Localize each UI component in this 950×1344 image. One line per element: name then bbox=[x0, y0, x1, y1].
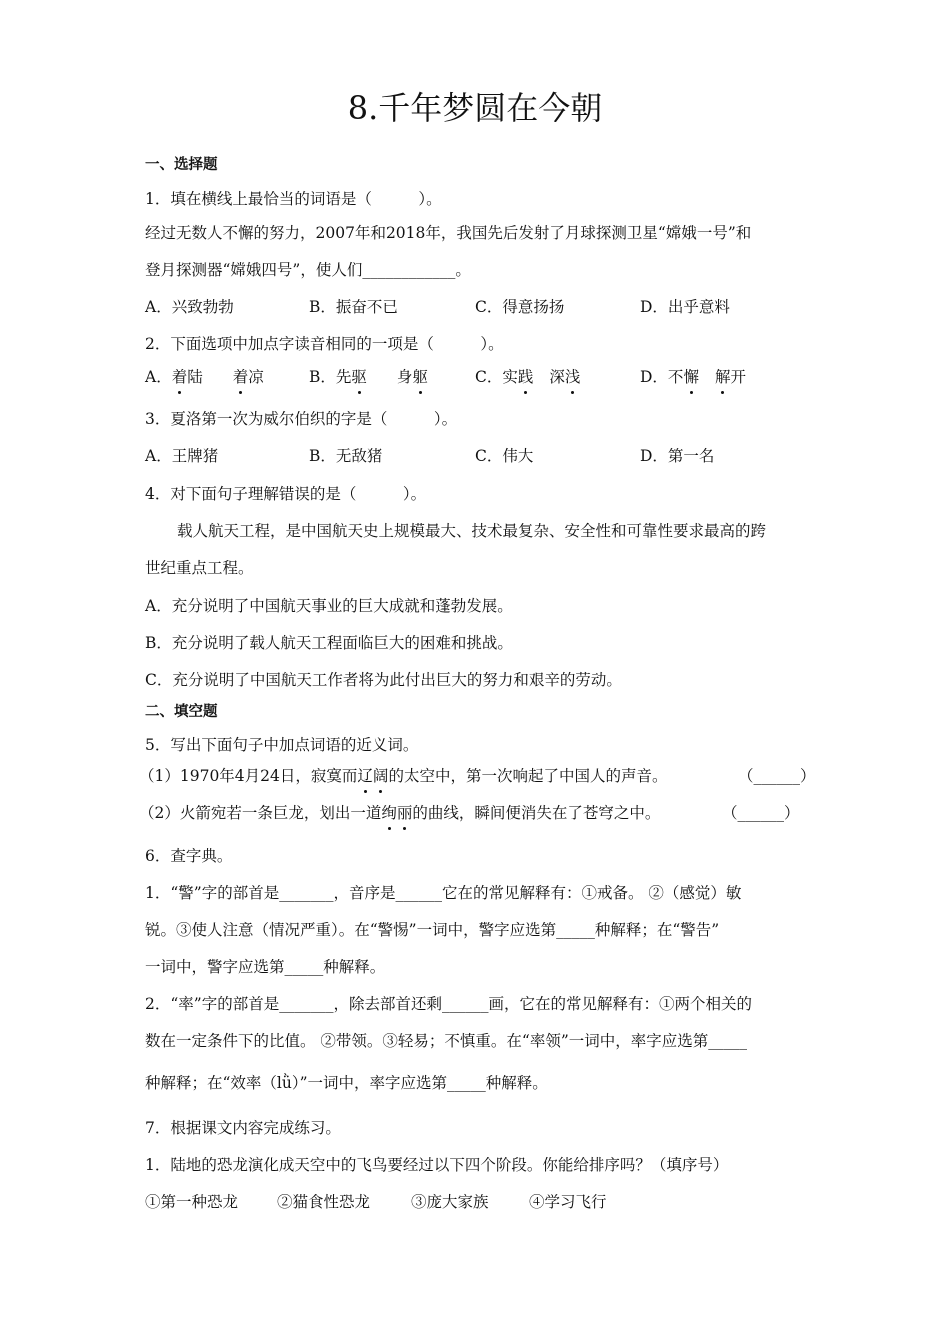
q1-text-line1: 经过无数人不懈的努力，2007年和2018年，我国先后发射了月球探测卫星“嫦娥一号”和 bbox=[145, 224, 752, 242]
q1-option-b[interactable]: B．振奋不已 bbox=[309, 298, 398, 316]
dotted-char: 绚 bbox=[381, 804, 397, 822]
section-heading-choice: 一、选择题 bbox=[145, 157, 218, 173]
option-label: C．实 bbox=[475, 368, 518, 386]
q6-part2-line2: 数在一定条件下的比值。 ②带领。③轻易；不慎重。在“率领”一词中，率字应选第_____ bbox=[145, 1032, 748, 1050]
char: 深 bbox=[549, 368, 565, 386]
q5-answer-blank-1[interactable]: （______） bbox=[738, 767, 816, 785]
q7-stage-1: ①第一种恐龙 bbox=[145, 1193, 239, 1211]
q5-answer-blank-2[interactable]: （______） bbox=[722, 804, 800, 822]
option-label: A． bbox=[145, 368, 172, 386]
char: 凉 bbox=[248, 368, 264, 386]
q6-part2-line3: 种解释；在“效率（lǜ）”一词中，率字应选第_____种解释。 bbox=[145, 1074, 548, 1092]
q4-option-c[interactable]: C．充分说明了中国航天工作者将为此付出巨大的努力和艰辛的劳动。 bbox=[145, 671, 622, 689]
section-heading-fill: 二、填空题 bbox=[145, 704, 218, 720]
q2-option-b[interactable] bbox=[309, 366, 428, 388]
dotted-char: 阔 bbox=[372, 767, 389, 785]
dotted-char: 解 bbox=[714, 368, 731, 386]
q2-option-c[interactable] bbox=[475, 366, 580, 388]
q4-option-b[interactable]: B．充分说明了载人航天工程面临巨大的困难和挑战。 bbox=[145, 634, 513, 652]
text: 的曲线，瞬间便消失在了苍穹之中。 bbox=[412, 804, 661, 822]
q6-part1-line1: 1．“警”字的部首是_______，音序是______它在的常见解释有：①戒备。 ②（感觉）敏 bbox=[145, 884, 742, 902]
text: （2）火箭宛若一条巨龙，划出一道 bbox=[139, 804, 382, 822]
q1-options bbox=[145, 296, 845, 318]
q5-stem: 5．写出下面句子中加点词语的近义词。 bbox=[145, 736, 419, 754]
q2-stem: 2．下面选项中加点字读音相同的一项是（ ）。 bbox=[145, 335, 504, 353]
q7-stem: 7．根据课文内容完成练习。 bbox=[145, 1119, 341, 1137]
dotted-char: 懈 bbox=[683, 368, 699, 386]
q3-options bbox=[145, 445, 845, 467]
q4-quote-line2: 世纪重点工程。 bbox=[145, 559, 254, 577]
q1-option-d[interactable]: D．出乎意料 bbox=[640, 298, 730, 316]
q1-option-a[interactable]: A．兴致勃勃 bbox=[145, 298, 234, 316]
q3-option-d[interactable]: D．第一名 bbox=[640, 447, 715, 465]
q6-stem: 6．查字典。 bbox=[145, 847, 233, 865]
dotted-char: 浅 bbox=[564, 368, 581, 386]
dotted-char: 辽 bbox=[357, 767, 373, 785]
dotted-char: 践 bbox=[517, 368, 534, 386]
dotted-char: 驱 bbox=[351, 368, 367, 386]
q5-sentence-2 bbox=[139, 802, 660, 824]
q1-stem: 1．填在横线上最恰当的词语是（ ）。 bbox=[145, 190, 442, 208]
dotted-char: 躯 bbox=[412, 368, 428, 386]
q2-option-a[interactable] bbox=[145, 366, 264, 388]
q7-stage-2: ②猫食性恐龙 bbox=[277, 1193, 371, 1211]
q7-stages bbox=[145, 1191, 845, 1213]
q5-sentence-1 bbox=[139, 765, 667, 787]
q4-stem: 4．对下面句子理解错误的是（ ）。 bbox=[145, 485, 427, 503]
char: 身 bbox=[396, 368, 413, 386]
q6-part1-line3: 一词中，警字应选第_____种解释。 bbox=[145, 958, 386, 976]
option-label: D．不 bbox=[640, 368, 684, 386]
q7-stage-3: ③庞大家族 bbox=[411, 1193, 489, 1211]
q7-stage-4: ④学习飞行 bbox=[529, 1193, 607, 1211]
option-label: B．先 bbox=[309, 368, 352, 386]
text: （1）1970年4月24日，寂寞而 bbox=[139, 767, 358, 785]
char: 开 bbox=[730, 368, 746, 386]
q6-part1-line2: 锐。③使人注意（情况严重）。在“警惕”一词中，警字应选第_____种解释；在“警告” bbox=[145, 921, 720, 939]
q1-option-c[interactable]: C．得意扬扬 bbox=[475, 298, 565, 316]
q3-option-c[interactable]: C．伟大 bbox=[475, 447, 534, 465]
dotted-char: 着 bbox=[171, 368, 188, 386]
q3-stem: 3．夏洛第一次为威尔伯织的字是（ ）。 bbox=[145, 410, 458, 428]
q4-option-a[interactable]: A．充分说明了中国航天事业的巨大成就和蓬勃发展。 bbox=[145, 597, 513, 615]
page-title: 8.千年梦圆在今朝 bbox=[347, 89, 603, 127]
q1-text-line2: 登月探测器“嫦娥四号”，使人们____________。 bbox=[145, 261, 471, 279]
q2-options bbox=[145, 366, 845, 388]
q3-option-b[interactable]: B．无敌猪 bbox=[309, 447, 383, 465]
dotted-char: 丽 bbox=[396, 804, 413, 822]
q2-option-d[interactable] bbox=[640, 366, 746, 388]
char: 陆 bbox=[187, 368, 203, 386]
q4-quote-line1: 载人航天工程，是中国航天史上规模最大、技术最复杂、安全性和可靠性要求最高的跨 bbox=[177, 522, 767, 540]
dotted-char: 着 bbox=[232, 368, 249, 386]
text: 的太空中，第一次响起了中国人的声音。 bbox=[388, 767, 668, 785]
q3-option-a[interactable]: A．王牌猪 bbox=[145, 447, 219, 465]
q7-part1: 1．陆地的恐龙演化成天空中的飞鸟要经过以下四个阶段。你能给排序吗？（填序号） bbox=[145, 1156, 729, 1174]
q6-part2-line1: 2．“率”字的部首是_______，除去部首还剩______画，它在的常见解释有：①两个相关的 bbox=[145, 995, 752, 1013]
